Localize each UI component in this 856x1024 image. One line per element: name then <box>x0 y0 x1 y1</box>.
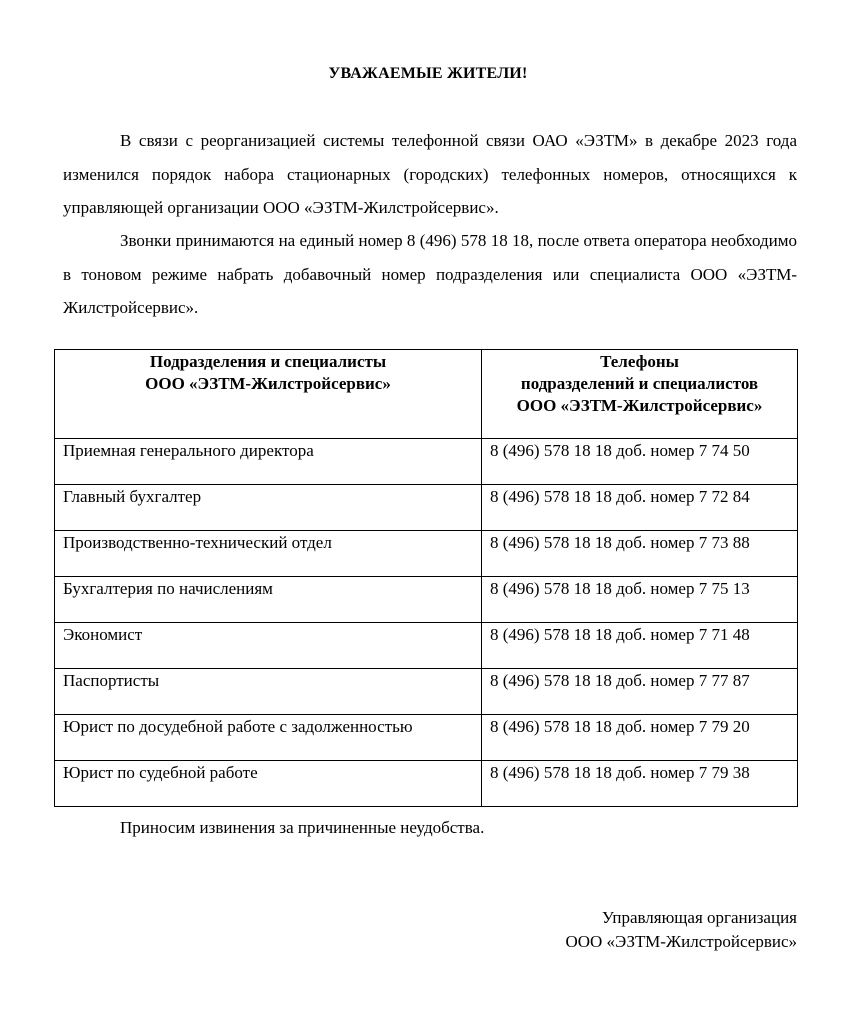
header-phones-line: ООО «ЭЗТМ-Жилстройсервис» <box>516 396 763 415</box>
table-header-row <box>55 350 798 439</box>
apology-text: Приносим извинения за причиненные неудобства. <box>120 818 485 837</box>
header-departments-line: Подразделения и специалисты <box>149 352 387 371</box>
table-row <box>55 761 798 807</box>
signature-block <box>565 906 797 954</box>
contacts-table <box>54 349 798 807</box>
department-name: Юрист по судебной работе <box>55 761 482 807</box>
table-row <box>55 485 798 531</box>
department-phone: 8 (496) 578 18 18 доб. номер 7 72 84 <box>482 485 798 531</box>
department-phone: 8 (496) 578 18 18 доб. номер 7 79 20 <box>482 715 798 761</box>
header-phones-line: подразделений и специалистов <box>520 374 759 393</box>
table-row <box>55 531 798 577</box>
department-name: Главный бухгалтер <box>55 485 482 531</box>
signature-line: ООО «ЭЗТМ-Жилстройсервис» <box>565 932 797 951</box>
page-title: УВАЖАЕМЫЕ ЖИТЕЛИ! <box>328 65 528 82</box>
department-name: Экономист <box>55 623 482 669</box>
table-row <box>55 439 798 485</box>
table-row <box>55 715 798 761</box>
paragraph-reorganization: В связи с реорганизацией системы телефонной связи ОАО «ЭЗТМ» в декабре 2023 года изменился порядок набора стационарных (городских) телефонных номеров, относящихся к управляющей организации ООО «ЭЗТМ-Жилстройсервис». <box>63 131 797 217</box>
header-departments <box>55 350 482 439</box>
department-phone: 8 (496) 578 18 18 доб. номер 7 77 87 <box>482 669 798 715</box>
table-row <box>55 669 798 715</box>
department-name: Бухгалтерия по начислениям <box>55 577 482 623</box>
header-departments-line: ООО «ЭЗТМ-Жилстройсервис» <box>145 374 391 393</box>
table-row <box>55 623 798 669</box>
department-name: Приемная генерального директора <box>55 439 482 485</box>
department-phone: 8 (496) 578 18 18 доб. номер 7 74 50 <box>482 439 798 485</box>
department-phone: 8 (496) 578 18 18 доб. номер 7 75 13 <box>482 577 798 623</box>
department-phone: 8 (496) 578 18 18 доб. номер 7 73 88 <box>482 531 798 577</box>
header-phones <box>482 350 798 439</box>
department-name: Производственно-технический отдел <box>55 531 482 577</box>
signature-line: Управляющая организация <box>601 908 797 927</box>
header-phones-line: Телефоны <box>600 352 679 371</box>
department-phone: 8 (496) 578 18 18 доб. номер 7 79 38 <box>482 761 798 807</box>
department-name: Юрист по досудебной работе с задолженностью <box>55 715 482 761</box>
department-phone: 8 (496) 578 18 18 доб. номер 7 71 48 <box>482 623 798 669</box>
table-row <box>55 577 798 623</box>
department-name: Паспортисты <box>55 669 482 715</box>
paragraph-calling-instructions: Звонки принимаются на единый номер 8 (496) 578 18 18, после ответа оператора необходимо в тоновом режиме набрать добавочный номер подразделения или специалиста ООО «ЭЗТМ-Жилстройсервис». <box>63 231 797 317</box>
